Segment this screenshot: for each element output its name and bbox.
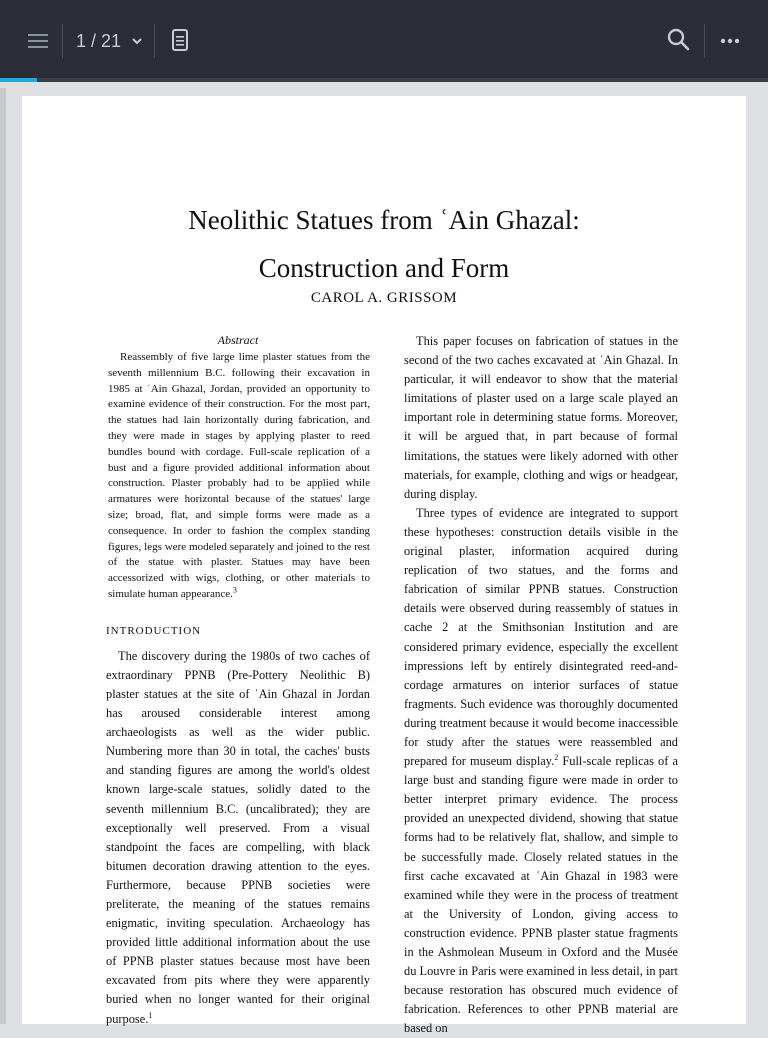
section-heading: INTRODUCTION (106, 624, 202, 637)
toolbar-divider (62, 24, 63, 58)
toolbar-divider (704, 24, 705, 58)
body-paragraph: This paper focuses on fabrication of statues in the second of the two caches excavated at ʿAin Ghazal. In particular, it will endeavor to show that the material limitations of plaster used on a large scale played an important role in determining statue forms. Moreover, it will be argued that, in part because of formal limitations, the statues were likely adorned with other materials, for example, clothing and wigs or headgear, during display. (404, 334, 678, 501)
more-icon[interactable] (718, 33, 742, 49)
page-edge (0, 88, 6, 1024)
page-indicator[interactable] (76, 28, 143, 54)
page-number-text: 1 / 21 (76, 31, 122, 51)
document-icon[interactable] (170, 28, 190, 54)
footnote-ref[interactable]: 1 (148, 1010, 153, 1020)
menu-icon[interactable] (28, 29, 48, 53)
reading-progress-fill (0, 78, 37, 82)
title-line-1: Neolithic Statues from ʿAin Ghazal: (188, 205, 580, 235)
footnote-ref[interactable]: 3 (232, 585, 237, 595)
title-line-2: Construction and Form (258, 253, 510, 283)
footnote-ref[interactable]: 2 (554, 752, 559, 762)
viewer-toolbar (0, 0, 768, 82)
author-name: CAROL A. GRISSOM (310, 290, 458, 306)
left-column (106, 332, 370, 1029)
reading-progress-track (0, 78, 768, 82)
document-page (22, 96, 746, 1036)
toolbar-divider (154, 24, 155, 58)
intro-paragraph: The discovery during the 1980s of two caches of extraordinary PPNB (Pre-Pottery Neolithic B) plaster statues at the site of ʿAin Ghazal in Jordan has aroused considerable interest among archaeologists as well as the wider public. Numbering more than 30 in total, the caches' busts and standing figures are among the world's oldest known large-scale statues, solidly dated to the seventh millennium B.C. (uncalibrated); they are exceptionally well preserved. From a visual standpoint the faces are compelling, with black bitumen decoration drawing attention to the eyes. Furthermore, because PPNB societies were preliterate, the meaning of the statues remains enigmatic, inviting speculation. Archaeology has provided little additional information about the use of PPNB plaster statues because most have been excavated from pits where they were apparently buried when no longer wanted for their original purpose.$^1$ (106, 648, 370, 1026)
chevron-down-icon[interactable] (131, 35, 143, 47)
page-title (22, 196, 746, 292)
search-icon[interactable] (666, 27, 692, 53)
body-paragraph: Three types of evidence are integrated to support these hypotheses: construction details visible in the original plaster, information acquired during replication of two statues, and the forms and fabrication of similar PPNB statues. Construction details were observed during reassembly of statues in cache 2 at the Smithsonian Institution and are considered primary evidence, especially the excellent impressions left by entirely disintegrated reed-and-cordage armatures on interior surfaces of statue fragments. Such evidence was thoroughly documented during treatment because it would become inaccessible for study after the statues were reassembled and prepared for museum display.$^2$ Full-scale replicas of a large bust and standing figure were made in order to better interpret primary evidence. The process provided an unexpected dividend, showing that statue forms had to be relatively flat, shallow, and simple to be successfully made. Closely related statues in the first cache excavated at ʿAin Ghazal in 1983 were examined while they were in the process of treatment at the University of London, giving access to construction evidence. PPNB plaster statue fragments in the Ashmolean Museum in Oxford and the Musée du Louvre in Paris were examined in less detail, in part because restoration has obscured much evidence of fabrication. References to other PPNB material are based on (404, 505, 678, 1036)
abstract-text: Reassembly of five large lime plaster statues from the seventh millennium B.C. following their excavation in 1985 at ʿAin Ghazal, Jordan, provided an opportunity to examine evidence of their construction. For the most part, the statues had lain horizontally during fabrication, and they were made in stages by applying plaster to reed bundles bound with cordage. Full-scale replication of a bust and a figure provided additional information about construction. Plaster probably had to be applied while armatures were horizontal because of the statues' large size; broad, flat, and simple forms were made as a consequence. In order to fashion the complex standing figures, legs were modeled separately and joined to the rest of the statue with plaster. Statues may have been accessorized with wigs, clothing, or other materials to simulate human appearance.$^3$ (108, 351, 370, 600)
abstract-heading: Abstract (217, 333, 259, 347)
right-column (404, 332, 678, 1038)
